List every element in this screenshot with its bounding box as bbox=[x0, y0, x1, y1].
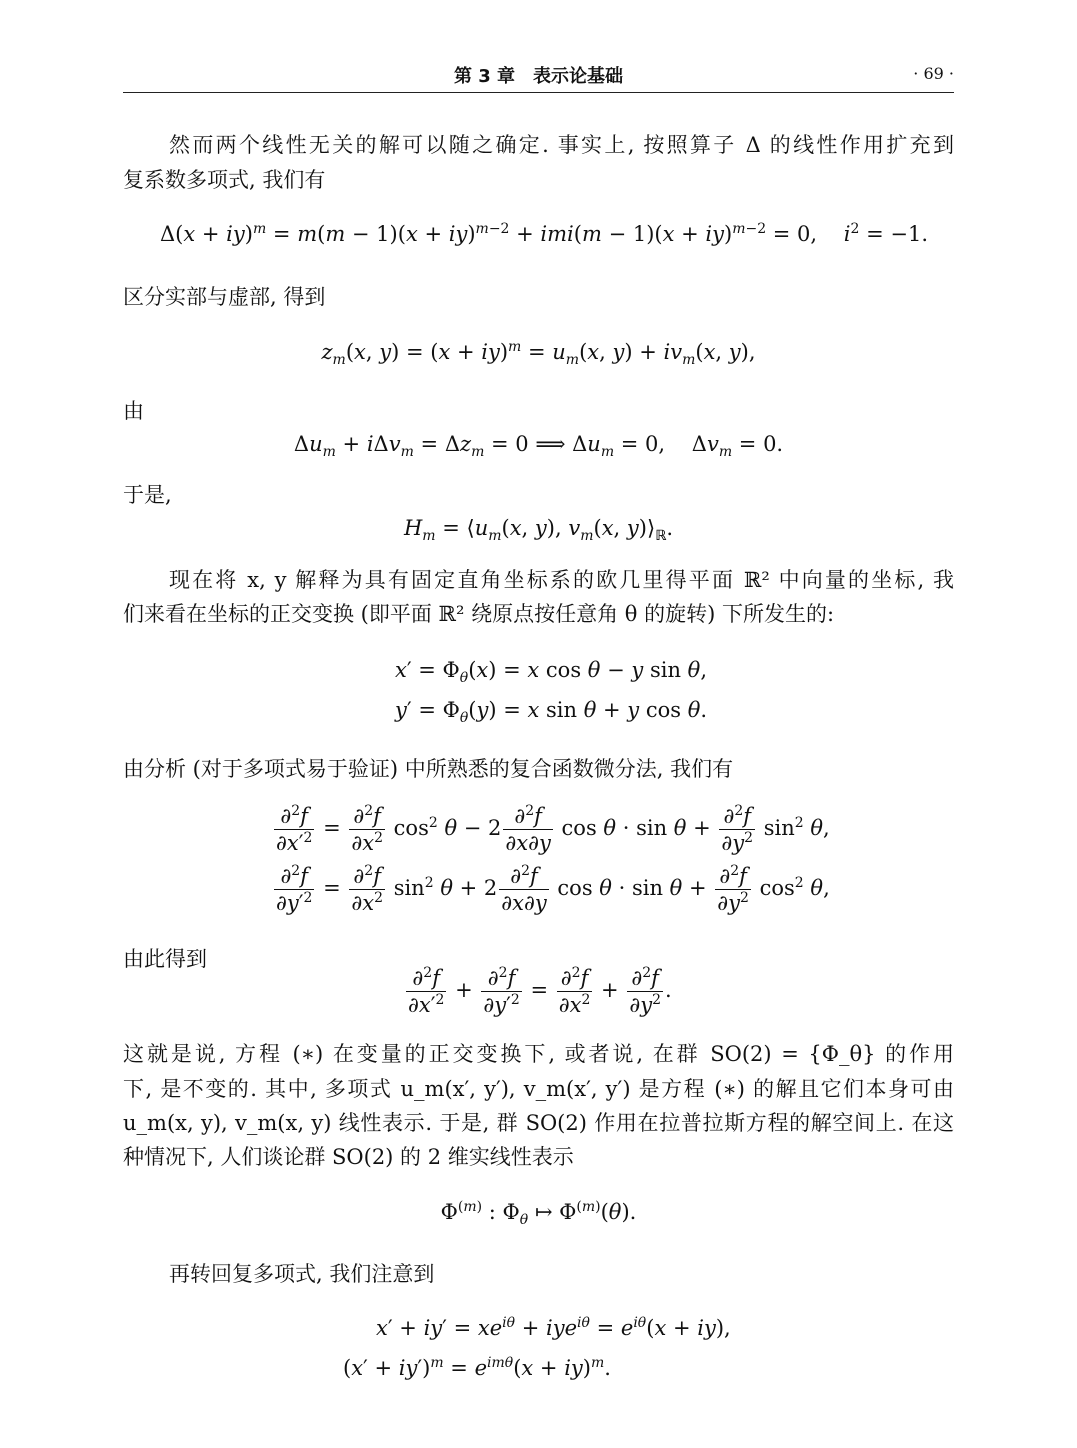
text-line: 由分析 (对于多项式易于验证) 中所熟悉的复合函数微分法, 我们有 bbox=[123, 757, 734, 781]
paragraph-line: 下, 是不变的. 其中, 多项式 u_m(x′, y′), v_m(x′, y′) 是方程 (∗) 的解且它们本身可由 bbox=[123, 1077, 954, 1101]
paragraph-line: 这就是说, 方程 (∗) 在变量的正交变换下, 或者说, 在群 SO(2) = {Φ_θ} 的作用 bbox=[123, 1042, 954, 1066]
paragraph-line: u_m(x, y), v_m(x, y) 线性表示. 于是, 群 SO(2) 作用在拉普拉斯方程的解空间上. 在这 bbox=[123, 1111, 954, 1135]
equation-laplacian-invariance: $\frac{\partial^2f}{\partial x'^2}$ + $\frac{\partial^2f}{\partial y'^2}$ = $\frac{\partial^2f}{\partial x^2}$ + $\frac{\partial^2f}{\partial y^2}$ . bbox=[408, 965, 672, 1017]
paragraph-line: 复系数多项式, 我们有 bbox=[123, 168, 326, 192]
paragraph-line: 种情况下, 人们谈论群 SO(2) 的 2 维实线性表示 bbox=[123, 1145, 574, 1169]
equation-complex-rotation: $x' + iy' = xe^{i\theta} + iye^{i\theta} = e^{i\theta}(x + iy)$, bbox=[376, 1315, 731, 1340]
equation-rotation-y: $y' = \Phi_\theta(y) = x$ sin θ + y cos θ. bbox=[395, 698, 708, 727]
chapter-title: 第 3 章 表示论基础 bbox=[453, 66, 624, 87]
paragraph-line: 现在将 x, y 解释为具有固定直角坐标系的欧几里得平面 ℝ² 中向量的坐标, 我 bbox=[169, 568, 954, 592]
equation-representation: $\Phi^{(m)}$ : $\Phi_\theta$ ↦ $\Phi^{(m)}(\theta)$. bbox=[440, 1199, 637, 1229]
text-line: 由 bbox=[123, 399, 144, 423]
running-header bbox=[123, 58, 954, 93]
equation-harmonic: $\Delta u_m + i\Delta v_m = \Delta z_m = 0$ ⟹ $\Delta u_m = 0$, $\Delta v_m = 0$. bbox=[293, 432, 784, 461]
text-line: 于是, bbox=[123, 483, 172, 507]
equation-zm: $z_m(x$, $y) = (x + iy)^m = u_m(x$, $y) + iv_m(x$, y), bbox=[321, 339, 756, 369]
page-number: · 69 · bbox=[913, 64, 954, 83]
equation-chain-rule-y: $\frac{\partial^2f}{\partial y'^2}$ = $\frac{\partial^2f}{\partial x^2}$ $\sin^2 \theta + 2$ $\frac{\partial^2f}{\partial x\partial y}$ cos θ · sin θ + $\frac{\partial^2f}{\partial y^2}$ $\cos^2 \theta$, bbox=[276, 863, 830, 915]
paragraph-line: 然而两个线性无关的解可以随之确定. 事实上, 按照算子 Δ 的线性作用扩充到 bbox=[169, 133, 954, 157]
equation-hm: $H_m$ = $⟨u_m(x$, y), $v_m(x$, $y)⟩_ℝ$. bbox=[403, 516, 674, 545]
text-line: 再转回复多项式, 我们注意到 bbox=[169, 1262, 435, 1286]
equation-laplacian-power: Δ(x + iy)$^m$ = m(m − 1)(x + iy)$^{m-2}$ + imi(m − 1)(x + iy)$^{m-2}$ = 0, $i^2 = -1$. bbox=[160, 221, 929, 246]
equation-complex-rotation-power: $(x' + iy')^m = e^{im\theta}(x + iy)^m$. bbox=[343, 1355, 611, 1380]
text-line: 由此得到 bbox=[123, 947, 207, 971]
equation-rotation-x: $x' = \Phi_\theta(x) = x$ cos θ − y sin θ, bbox=[395, 658, 707, 687]
text-line: 区分实部与虚部, 得到 bbox=[123, 285, 326, 309]
paragraph-line: 们来看在坐标的正交变换 (即平面 ℝ² 绕原点按任意角 θ 的旋转) 下所发生的: bbox=[123, 602, 835, 626]
equation-chain-rule-x: $\frac{\partial^2f}{\partial x'^2}$ = $\frac{\partial^2f}{\partial x^2}$ $\cos^2 \theta - 2$ $\frac{\partial^2f}{\partial x\partial y}$ cos θ · sin θ + $\frac{\partial^2f}{\partial y^2}$ $\sin^2 \theta$, bbox=[276, 803, 830, 855]
